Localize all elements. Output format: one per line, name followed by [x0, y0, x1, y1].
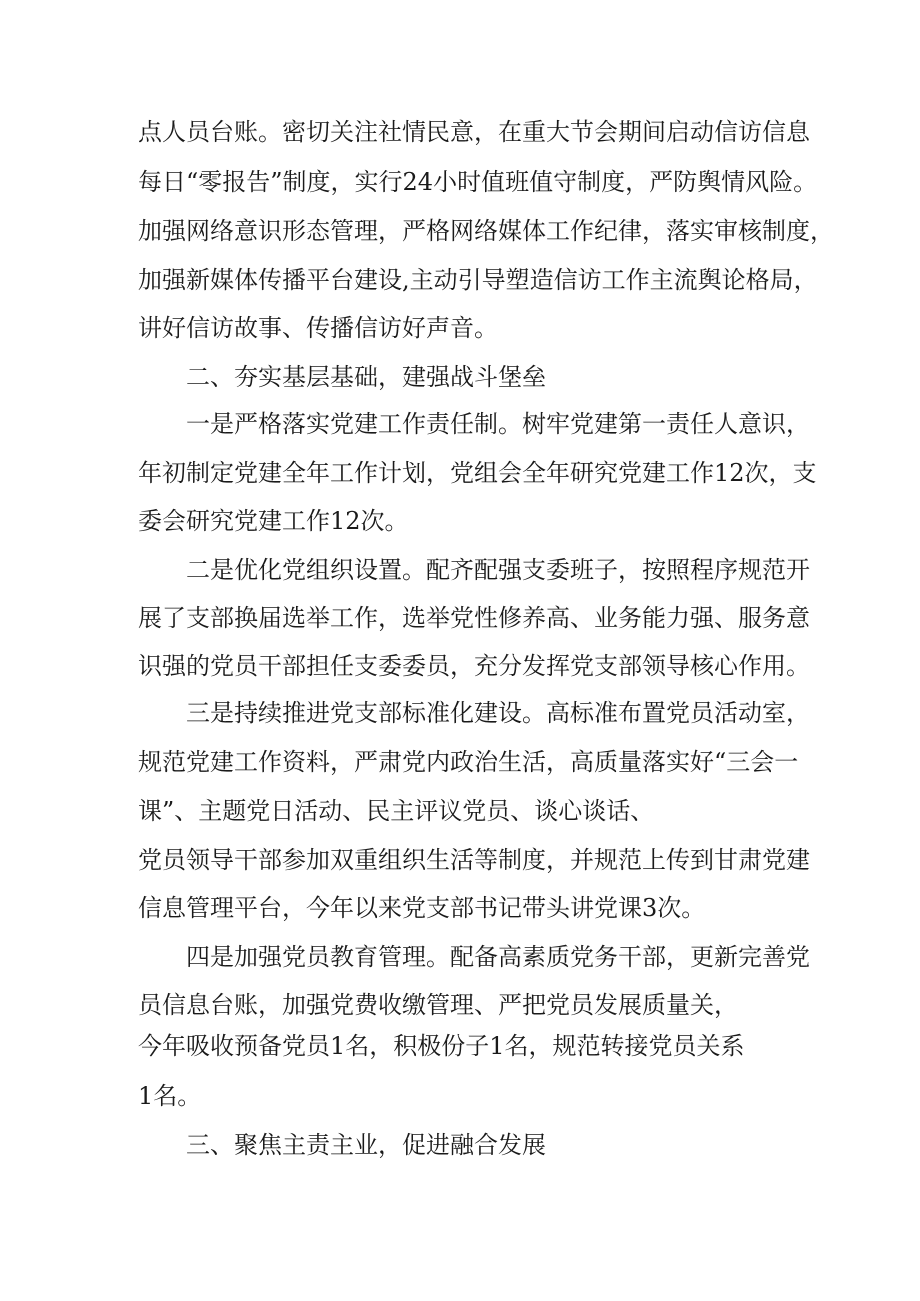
paragraph-line: 点人员台账。密切关注社情民意，在重大节会期间启动信访信息: [138, 118, 810, 146]
paragraph-line: 三是持续推进党支部标准化建设。高标准布置党员活动室，: [186, 699, 810, 727]
paragraph-line: 二是优化党组织设置。配齐配强支委班子，按照程序规范开: [186, 556, 810, 584]
paragraph-line: 每日“零报告”制度，实行24小时值班值守制度，严防舆情风险。: [138, 168, 818, 196]
paragraph-line: 信息管理平台，今年以来党支部书记带头讲党课3次。: [138, 894, 706, 922]
paragraph-line: 委会研究党建工作12次。: [138, 507, 409, 535]
paragraph-line: 识强的党员干部担任支委委员，充分发挥党支部领导核心作用。: [138, 652, 810, 680]
paragraph-line: 1名。: [138, 1082, 202, 1110]
paragraph-line: 加强网络意识形态管理，严格网络媒体工作纪律，落实审核制度，: [138, 217, 834, 245]
paragraph-line: 员信息台账，加强党费收缴管理、严把党员发展质量关，: [138, 991, 738, 1019]
paragraph-line: 党员领导干部参加双重组织生活等制度，并规范上传到甘肃党建: [138, 846, 810, 874]
paragraph-line: 课”、主题党日活动、民主评议党员、谈心谈话、: [138, 797, 655, 825]
paragraph-line: 一是严格落实党建工作责任制。树牢党建第一责任人意识，: [186, 410, 810, 438]
paragraph-line: 加强新媒体传播平台建设,主动引导塑造信访工作主流舆论格局，: [138, 266, 818, 294]
section-heading: 二、夯实基层基础，建强战斗堡垒: [186, 363, 546, 391]
section-heading: 三、聚焦主责主业，促进融合发展: [186, 1131, 546, 1159]
paragraph-line: 讲好信访故事、传播信访好声音。: [138, 314, 498, 342]
paragraph-line: 四是加强党员教育管理。配备高素质党务干部，更新完善党: [186, 943, 810, 971]
paragraph-line: 规范党建工作资料，严肃党内政治生活，高质量落实好“三会一: [138, 748, 799, 776]
paragraph-line: 年初制定党建全年工作计划，党组会全年研究党建工作12次，支: [138, 459, 817, 487]
paragraph-line: 今年吸收预备党员1名，积极份子1名，规范转接党员关系: [138, 1032, 745, 1060]
paragraph-line: 展了支部换届选举工作，选举党性修养高、业务能力强、服务意: [138, 604, 810, 632]
